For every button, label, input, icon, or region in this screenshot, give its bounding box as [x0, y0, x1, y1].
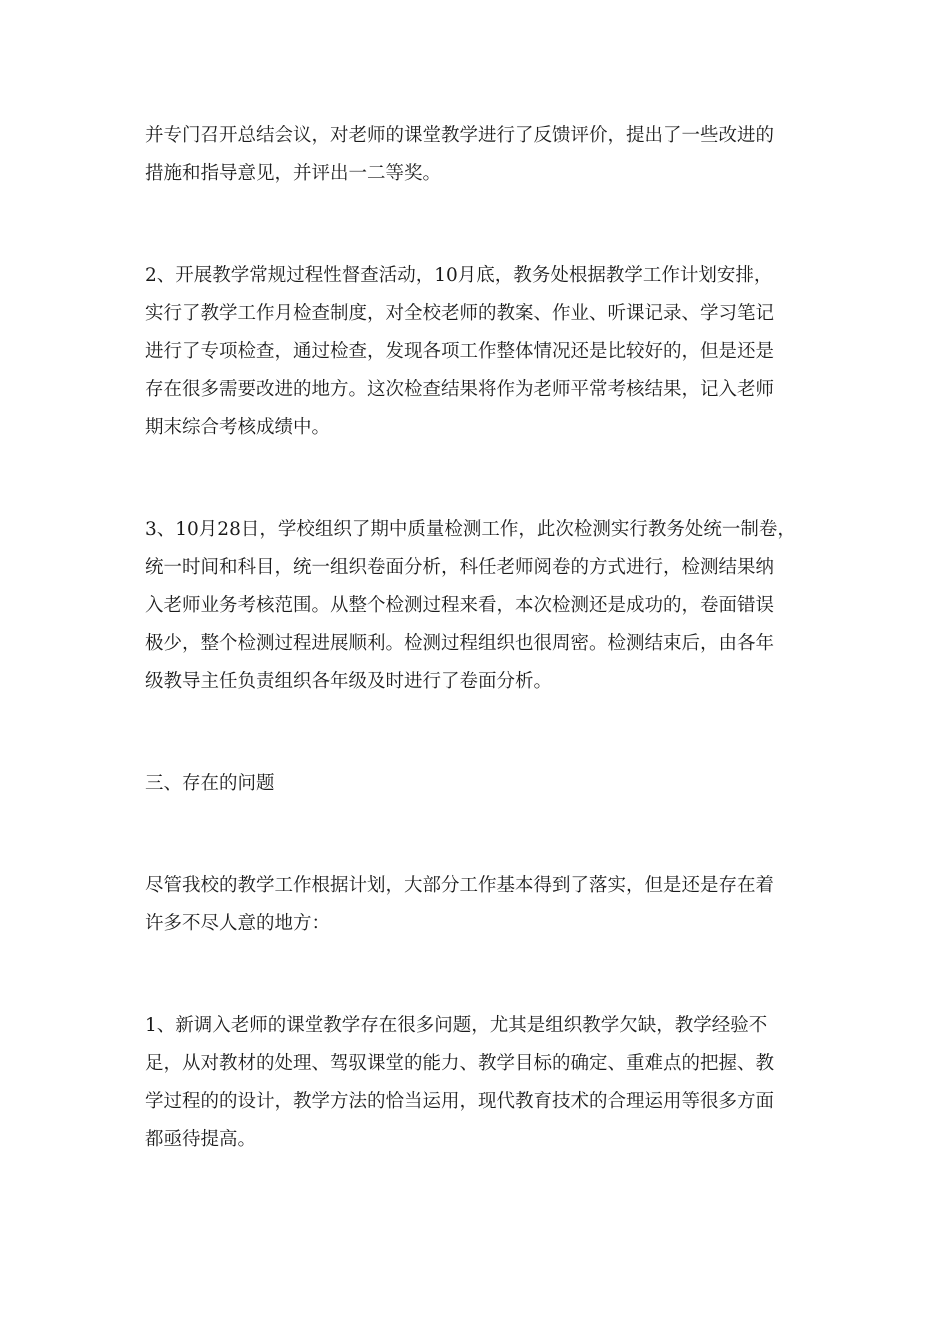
paragraph-5-line-1: 1、新调入老师的课堂教学存在很多问题，尤其是组织教学欠缺，教学经验不	[145, 1015, 768, 1036]
paragraph-4-line-2: 许多不尽人意的地方：	[145, 913, 331, 934]
paragraph-5-line-4: 都亟待提高。	[145, 1129, 257, 1150]
paragraph-4-line-1: 尽管我校的教学工作根据计划，大部分工作基本得到了落实，但是还是存在着	[145, 875, 775, 896]
paragraph-3-line-1: 3、10月28日，学校组织了期中质量检测工作，此次检测实行教务处统一制卷，	[145, 519, 796, 540]
paragraph-3-line-4: 极少，整个检测过程进展顺利。检测过程组织也很周密。检测结束后，由各年	[145, 633, 775, 654]
paragraph-2-line-1: 2、开展教学常规过程性督查活动，10月底，教务处根据教学工作计划安排，	[145, 265, 773, 286]
paragraph-3-line-2: 统一时间和科目，统一组织卷面分析，科任老师阅卷的方式进行，检测结果纳	[145, 557, 775, 578]
paragraph-5-line-2: 足，从对教材的处理、驾驭课堂的能力、教学目标的确定、重难点的把握、教	[145, 1053, 775, 1074]
paragraph-2-line-4: 存在很多需要改进的地方。这次检查结果将作为老师平常考核结果，记入老师	[145, 379, 775, 400]
section-heading: 三、存在的问题	[145, 773, 275, 794]
paragraph-5-line-3: 学过程的的设计，教学方法的恰当运用，现代教育技术的合理运用等很多方面	[145, 1091, 775, 1112]
paragraph-1-line-1: 并专门召开总结会议，对老师的课堂教学进行了反馈评价，提出了一些改进的	[145, 125, 775, 146]
paragraph-2-line-2: 实行了教学工作月检查制度，对全校老师的教案、作业、听课记录、学习笔记	[145, 303, 775, 324]
paragraph-1-line-2: 措施和指导意见，并评出一二等奖。	[145, 163, 442, 184]
paragraph-2-line-3: 进行了专项检查，通过检查，发现各项工作整体情况还是比较好的，但是还是	[145, 341, 775, 362]
paragraph-2-line-5: 期末综合考核成绩中。	[145, 417, 331, 438]
paragraph-3-line-5: 级教导主任负责组织各年级及时进行了卷面分析。	[145, 671, 553, 692]
paragraph-3-line-3: 入老师业务考核范围。从整个检测过程来看，本次检测还是成功的，卷面错误	[145, 595, 775, 616]
